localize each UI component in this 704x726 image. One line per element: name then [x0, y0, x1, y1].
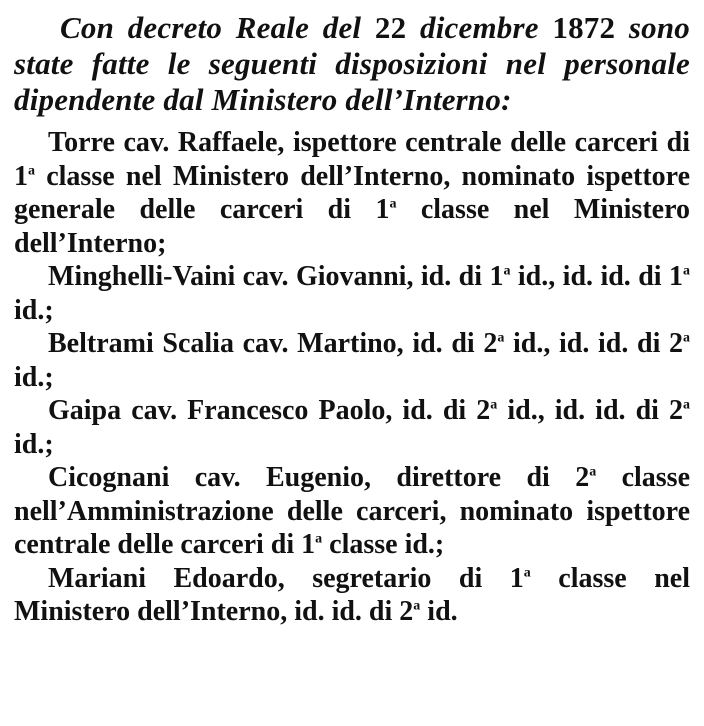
entry-text: classe nell’Amministrazione delle carceri, nominato ispettore centrale delle carceri di 1	[14, 462, 690, 560]
entry-text: id.;	[14, 294, 54, 326]
intro-day: 22	[374, 10, 407, 45]
ordinal-superscript: a	[523, 565, 531, 581]
entry-text: Torre cav. Raffaele, ispettore centrale delle carceri di 1	[14, 127, 690, 192]
appointment-entry-torre	[14, 126, 690, 260]
entry-text: Minghelli-Vaini cav. Giovanni, id. di 1	[48, 261, 504, 292]
appointment-entry-mariani	[14, 562, 690, 629]
intro-year: 1872	[552, 10, 616, 45]
entry-text: id.;	[14, 428, 54, 460]
entry-text: Cicognani cav. Eugenio, direttore di 2	[48, 462, 590, 493]
appointment-entry-cicognani	[14, 461, 690, 562]
entry-text: classe nel Ministero dell’Interno, id. id. di 2	[14, 562, 690, 627]
ordinal-superscript: a	[589, 464, 597, 480]
entry-text: id.	[420, 596, 458, 627]
ordinal-superscript: a	[315, 531, 323, 547]
ordinal-superscript: a	[389, 196, 397, 212]
intro-month: dicembre	[406, 10, 553, 45]
entry-text: id., id. id. di 1	[510, 261, 684, 292]
appointment-entry-beltrami-scalia	[14, 327, 690, 394]
entry-text: classe id.;	[322, 529, 445, 560]
entry-text: Gaipa cav. Francesco Paolo, id. di 2	[48, 395, 491, 426]
appointment-entry-gaipa	[14, 394, 690, 461]
entry-text: classe nel Ministero dell’Interno;	[14, 194, 690, 259]
appointment-entry-minghelli-vaini	[14, 260, 690, 327]
ordinal-superscript: a	[497, 330, 505, 346]
ordinal-superscript: a	[683, 330, 690, 346]
entry-text: Mariani Edoardo, segretario di 1	[48, 562, 524, 594]
entry-text: id., id. id. di 2	[497, 395, 684, 426]
decree-intro	[14, 10, 690, 118]
ordinal-superscript: a	[413, 598, 421, 614]
entry-text: id.;	[14, 361, 54, 393]
ordinal-superscript: a	[28, 163, 35, 179]
ordinal-superscript: a	[683, 263, 691, 279]
intro-rest: sono state fatte le seguenti disposizioni nel personale dipendente dal Ministero dell’Interno:	[14, 10, 690, 117]
entry-text: Beltrami Scalia cav. Martino, id. di 2	[48, 328, 498, 359]
entry-text: id., id. id. di 2	[504, 328, 683, 359]
intro-before-day: Con decreto Reale del	[60, 10, 375, 45]
document-page	[14, 10, 690, 629]
ordinal-superscript: a	[683, 397, 691, 413]
ordinal-superscript: a	[503, 263, 511, 279]
entry-text: classe nel Ministero dell’Interno, nominato ispettore generale delle carceri di 1	[14, 160, 690, 225]
ordinal-superscript: a	[490, 397, 498, 413]
